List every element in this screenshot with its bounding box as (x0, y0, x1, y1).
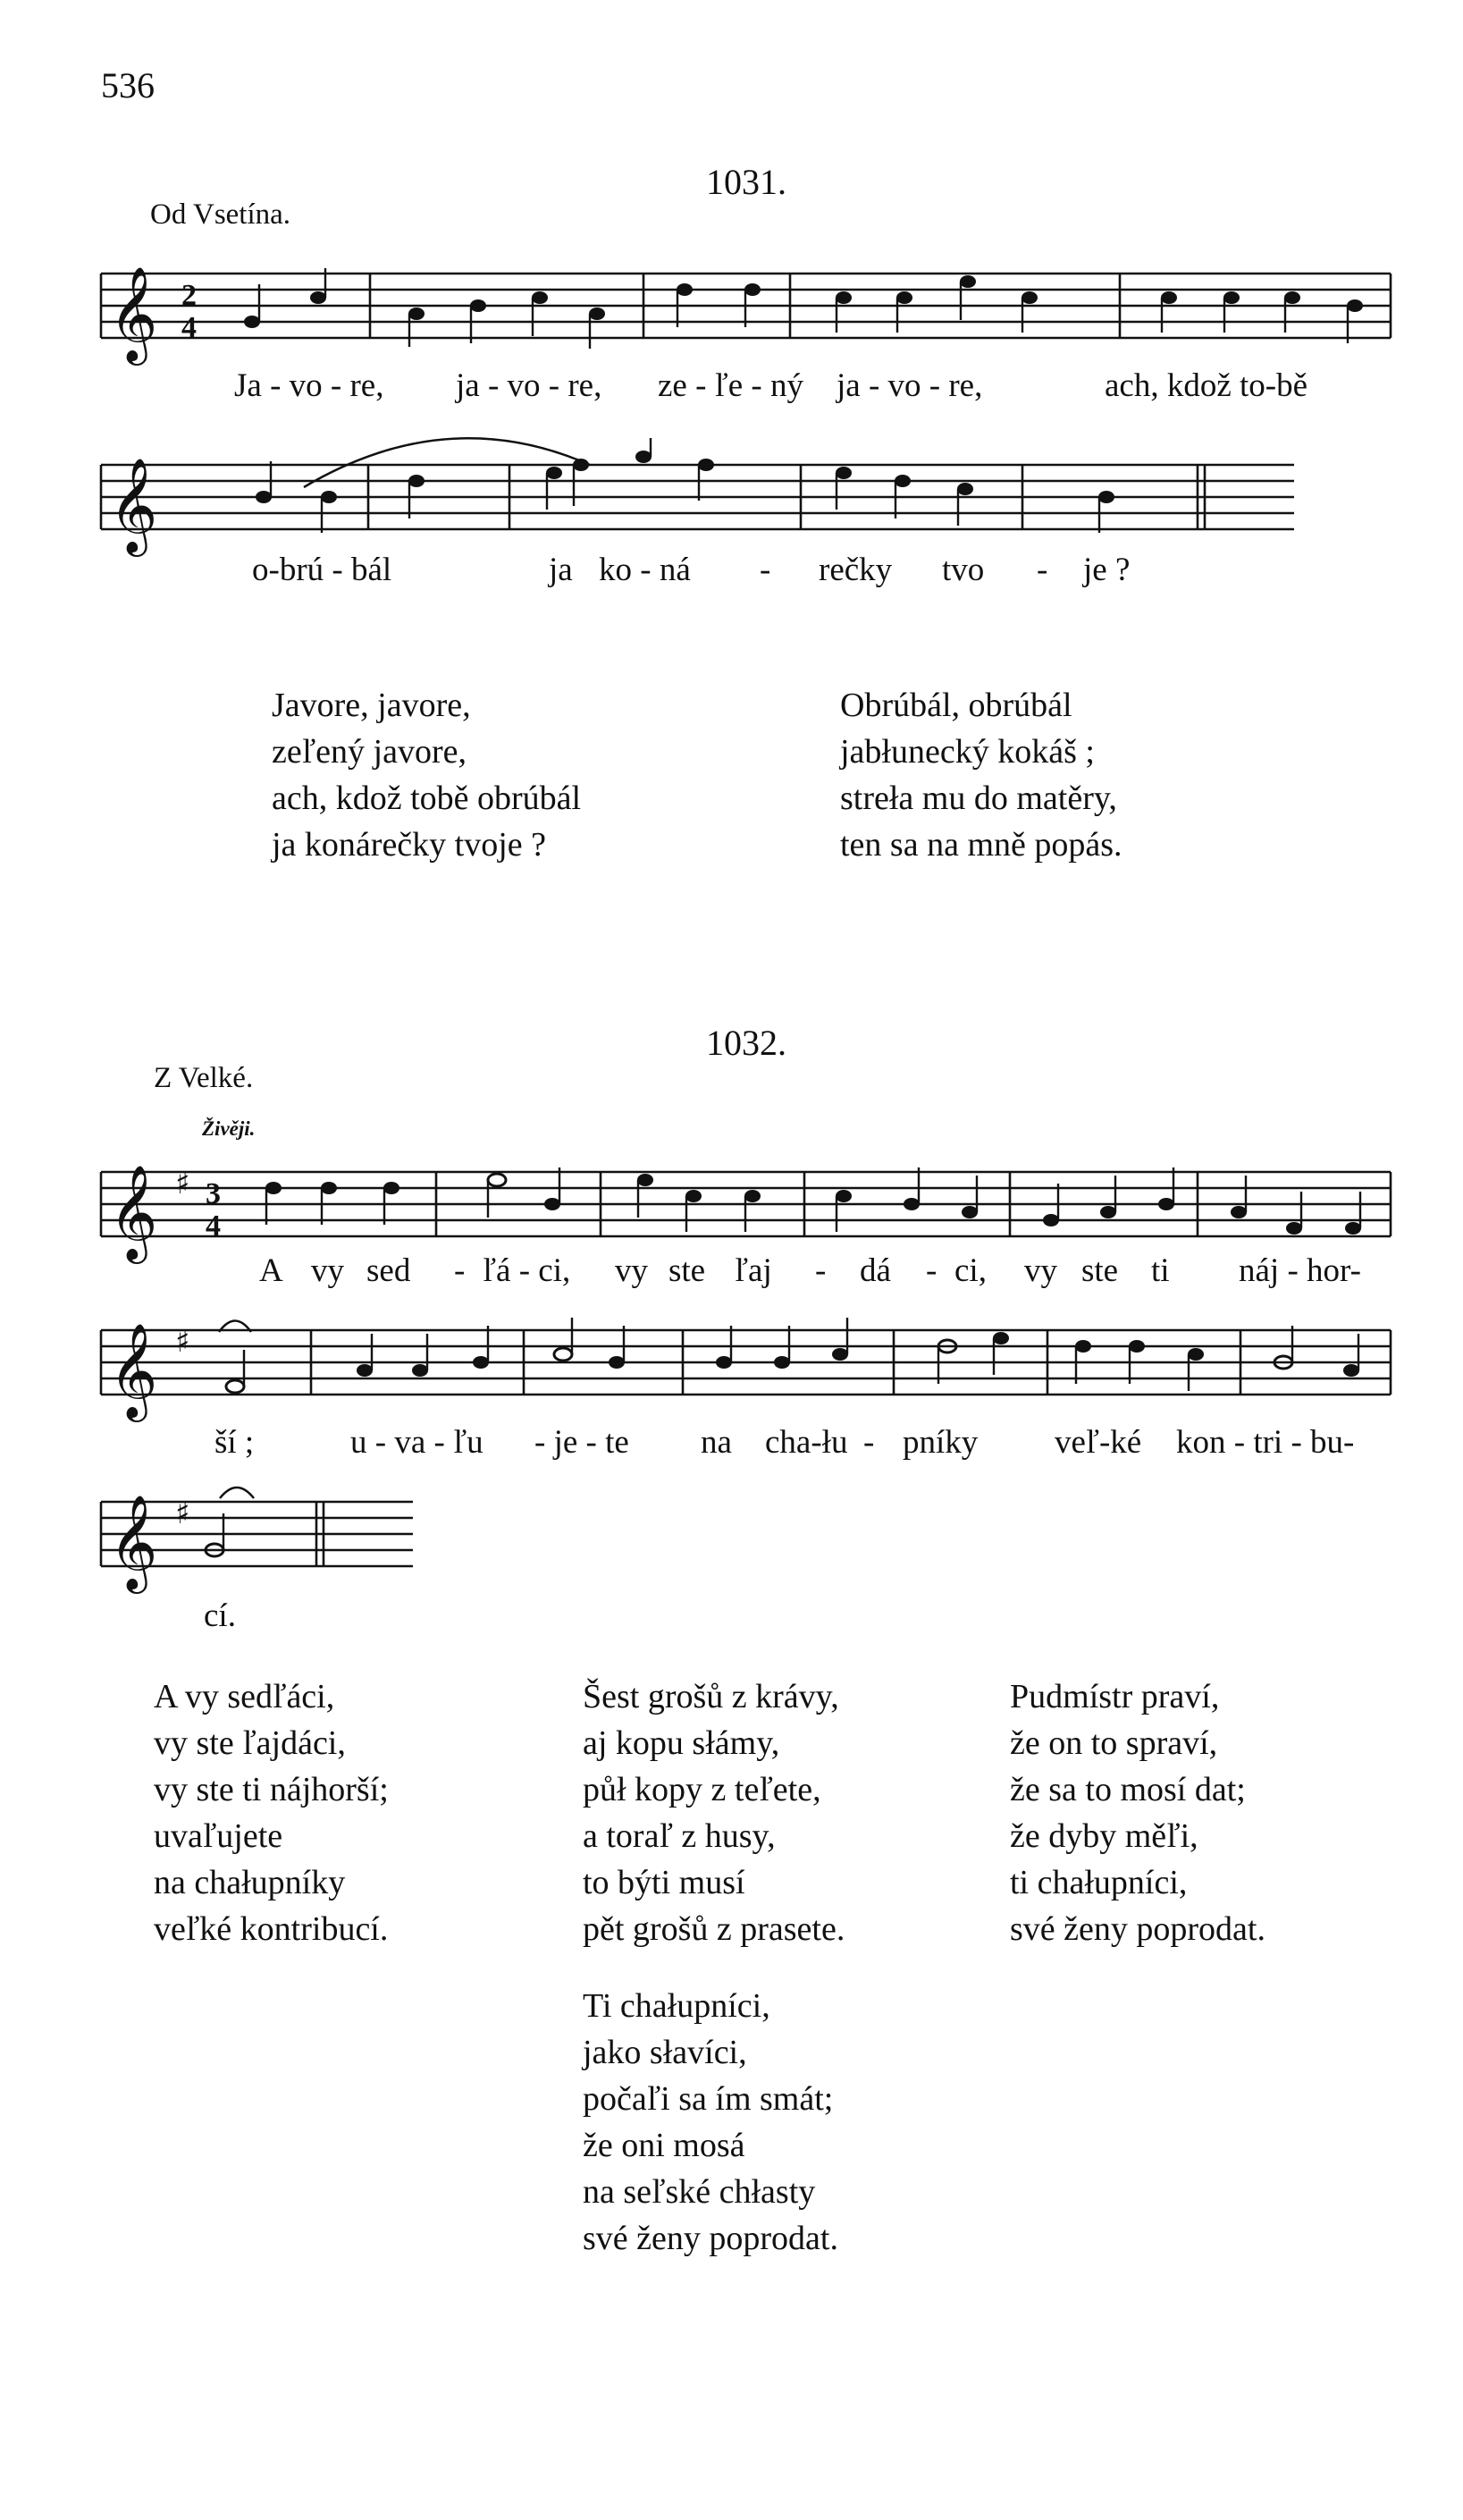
lyric-syllable: je ? (1083, 552, 1131, 588)
lyric-syllable: vy (1024, 1252, 1057, 1289)
verse-line: to býti musí (583, 1864, 745, 1901)
lyric-syllable: - (760, 552, 771, 588)
verse-line: že sa to mosí dat; (1010, 1771, 1246, 1808)
lyric-syllable: ko - ná (599, 552, 691, 588)
stanza (154, 1673, 389, 1952)
svg-text:♯: ♯ (175, 1324, 190, 1360)
lyric-syllable: ší ; (214, 1424, 255, 1461)
lyric-syllable: ste (668, 1252, 706, 1289)
verse-line: Pudmístr praví, (1010, 1678, 1220, 1715)
time-signature-top: 2 (181, 279, 197, 312)
lyric-syllable: kon - tri - bu- (1176, 1424, 1355, 1461)
verse-line: počaľi sa ím smát; (583, 2080, 834, 2118)
lyric-syllable: cí. (204, 1597, 236, 1634)
verse-line: ja konárečky tvoje ? (272, 826, 547, 864)
lyric-syllable: ste (1081, 1252, 1119, 1289)
verse-line: uvaľujete (154, 1817, 283, 1855)
lyric-syllable: - (863, 1424, 875, 1461)
lyric-syllable: na (701, 1424, 732, 1461)
stanza (1010, 1673, 1265, 1952)
verse-line: ten sa na mně popás. (840, 826, 1122, 864)
verse-line: pět grošů z prasete. (583, 1910, 845, 1948)
lyric-syllable: dá (860, 1252, 891, 1289)
lyric-syllable: ľá - ci, (483, 1252, 571, 1289)
stanza (583, 1983, 838, 2262)
stanza (272, 682, 581, 868)
lyric-syllable: ze - ľe - ný (658, 367, 803, 404)
page-number: 536 (101, 65, 155, 105)
verse-line: Obrúbál, obrúbál (840, 687, 1072, 724)
time-signature-bottom: 4 (181, 311, 197, 344)
lyric-syllable: ach, kdož to-bě (1105, 367, 1308, 404)
song-source: Od Vsetína. (150, 198, 291, 231)
verse-line: streła mu do matěry, (840, 780, 1117, 817)
svg-text:♯: ♯ (175, 1496, 190, 1531)
verse-line: ach, kdož tobě obrúbál (272, 780, 582, 817)
verse-line: zeľený javore, (272, 733, 467, 771)
lyric-syllable: - (926, 1252, 937, 1289)
verse-line: na seľské chłasty (583, 2173, 816, 2211)
time-signature-top: 3 (206, 1177, 221, 1210)
verse-line: Javore, javore, (272, 687, 471, 724)
lyric-syllable: rečky (819, 552, 893, 588)
verse-line: že oni mosá (583, 2127, 745, 2164)
lyric-syllable: vy (311, 1252, 344, 1289)
verse-line: a toraľ z husy, (583, 1817, 776, 1855)
lyric-syllable: u - va - ľu (350, 1424, 483, 1461)
time-signature-bottom: 4 (206, 1209, 221, 1243)
lyric-syllable: náj - hor- (1239, 1252, 1361, 1289)
lyric-syllable: ja (549, 552, 573, 588)
verse-line: ti chałupníci, (1010, 1864, 1188, 1901)
svg-text:𝄞: 𝄞 (109, 1322, 158, 1418)
lyric-syllable: - (815, 1252, 827, 1289)
svg-text:𝄞: 𝄞 (109, 1164, 158, 1260)
verse-line: že dyby měľi, (1010, 1817, 1198, 1855)
verse-line: své ženy poprodat. (1010, 1910, 1265, 1948)
verse-line: na chałupníky (154, 1864, 346, 1901)
verse-line: vy ste ti nájhorší; (154, 1771, 389, 1808)
lyric-syllable: vy (615, 1252, 648, 1289)
song-number: 1031. (706, 162, 786, 202)
lyric-syllable: - je - te (534, 1424, 629, 1461)
verse-line: jabłunecký kokáš ; (840, 733, 1095, 771)
song-number: 1032. (706, 1023, 786, 1063)
lyric-syllable: A (259, 1252, 283, 1289)
lyric-syllable: ľaj (735, 1252, 772, 1289)
sharp-icon: ♯ (175, 1166, 190, 1201)
verse-line: Ti chałupníci, (583, 1987, 770, 2025)
stanza (840, 682, 1122, 868)
lyric-syllable: o-brú - bál (252, 552, 392, 588)
lyric-syllable: ti (1151, 1252, 1170, 1289)
svg-text:𝄞: 𝄞 (109, 457, 158, 552)
verse-line: A vy sedľáci, (154, 1678, 335, 1715)
verse-line: půł kopy z teľete, (583, 1771, 821, 1808)
verse-line: aj kopu słámy, (583, 1724, 780, 1762)
verse-line: veľké kontribucí. (154, 1910, 389, 1948)
staff-lines (101, 274, 1391, 338)
verse-line: Šest grošů z krávy, (583, 1678, 839, 1715)
verse-line: své ženy poprodat. (583, 2220, 838, 2257)
lyric-syllable: tvo (942, 552, 985, 588)
lyric-syllable: - (454, 1252, 466, 1289)
svg-text:𝄞: 𝄞 (109, 1494, 158, 1589)
lyric-syllable: sed (366, 1252, 411, 1289)
verse-line: jako słavíci, (583, 2034, 747, 2071)
lyric-syllable: ci, (954, 1252, 987, 1289)
lyric-syllable: Ja - vo - re, (234, 367, 384, 404)
stanza (583, 1673, 845, 1952)
notes (244, 268, 1363, 349)
treble-clef-icon: 𝄞 (109, 265, 158, 361)
tempo-marking: Živěji. (202, 1117, 256, 1140)
lyric-syllable: - (1037, 552, 1048, 588)
lyric-syllable: ja - vo - re, (837, 367, 983, 404)
lyric-syllable: cha-łu (765, 1424, 848, 1461)
verse-line: že on to spraví, (1010, 1724, 1218, 1762)
lyric-syllable: ja - vo - re, (456, 367, 602, 404)
verse-line: vy ste ľajdáci, (154, 1724, 346, 1762)
lyric-syllable: veľ-ké (1055, 1424, 1142, 1461)
lyric-syllable: pníky (903, 1424, 979, 1461)
song-source: Z Velké. (154, 1062, 254, 1094)
